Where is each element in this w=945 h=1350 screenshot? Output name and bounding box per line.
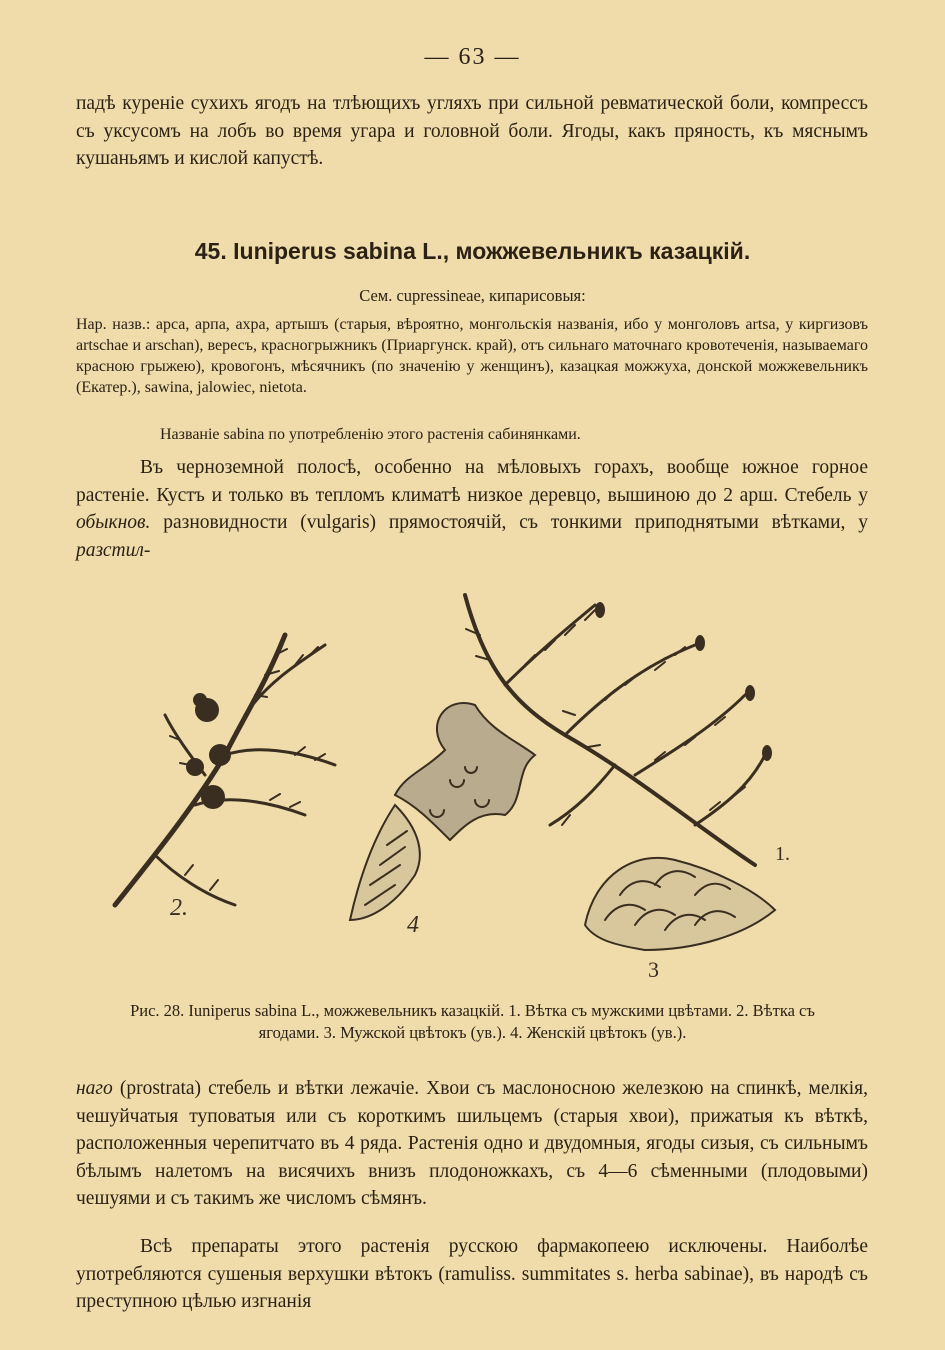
male-flower	[585, 858, 775, 950]
female-flower	[350, 703, 535, 920]
branch-with-male-flowers	[465, 595, 772, 865]
figure-label-2: 2.	[170, 895, 188, 921]
paragraph-intro: падѣ куреніе сухихъ ягодъ на тлѣющихъ угляхъ при сильной ревматической боли, компрессъ съ уксусомъ на лобъ во время угара и головной боли. Ягоды, какъ пряность, къ мяснымъ кушаньямъ и кислой капустѣ.	[76, 93, 868, 169]
description-em-prostrata: разстил-	[76, 539, 151, 561]
figure-label-4: 4	[407, 912, 419, 938]
page-number: — 63 —	[424, 44, 521, 70]
section-heading: 45. Iuniperus sabina L., можжевельникъ казацкій.	[194, 238, 751, 264]
branch-with-berries	[115, 635, 335, 905]
folk-names-note: Названіе sabina по употребленію этого растенія сабинянками.	[160, 426, 581, 443]
folk-names: Нар. назв.: арса, арпа, ахра, артышъ (старыя, вѣроятно, монгольскія названія, ибо у монголовъ artsa, у киргизовъ artschae и arschan), вересъ, красногрыжникъ (Приаргунск. край), отъ сильнаго маточнаго кровотеченія, называемаго красною грыжею), кровогонъ, мѣсячникъ (по значенію у женщинъ), казацкая можжуха, донской можжевельникъ (Екатер.), sawina, jalowiec, nietota.	[76, 316, 868, 396]
figure-label-3: 3	[648, 957, 659, 982]
figure-caption: Рис. 28. Iuniperus sabina L., можжевельникъ казацкій. 1. Вѣтка съ мужскими цвѣтами. 2. Вѣтка съ ягодами. 3. Мужской цвѣтокъ (ув.). 4. Женскій цвѣтокъ (ув.).	[130, 1001, 815, 1042]
figure-label-1: 1.	[775, 843, 790, 865]
morphology-text: (prostrata) стебель и вѣтки лежачіе. Хвои съ маслоносною железкою на спинкѣ, мелкія, чешуйчатыя туповатыя или съ короткимъ шильцемъ (старыя хвои), прижатыя къ вѣткѣ, расположенныя черепитчато въ 4 ряда. Растенія одно и двудомныя, ягоды сизыя, съ сильнымъ бѣлымъ налетомъ на висячихъ внизъ плодоножкахъ, съ 4—6 сѣменными (плодовыми) чешуями и съ такимъ же числомъ сѣмянъ.	[76, 1078, 868, 1209]
preparations-text: Всѣ препараты этого растенія русскою фармакопеею исключены. Наиболѣе употребляются сушеныя верхушки вѣтокъ (ramuliss. summitates s. herba sabinae), въ народѣ съ преступною цѣлью изгнанія	[76, 1236, 868, 1312]
family-line: Сем. cupressineae, кипарисовыя:	[359, 286, 586, 305]
paragraph-preparations	[76, 1233, 868, 1316]
morphology-em: наго	[76, 1078, 113, 1099]
paragraph-morphology	[76, 1075, 868, 1213]
description-text-a: Въ черноземной полосѣ, особенно на мѣловыхъ горахъ, вообще южное горное растеніе. Кустъ и только въ тепломъ климатѣ низкое деревцо, вышиною до 2 арш. Стебель у	[76, 457, 868, 506]
botanical-illustration	[95, 575, 790, 990]
description-text-b: разновидности (vulgaris) прямостоячій, съ тонкими приподнятыми вѣтками, у	[150, 512, 868, 533]
paragraph-description	[76, 454, 868, 564]
description-em-vulgaris: обыкнов.	[76, 512, 151, 533]
